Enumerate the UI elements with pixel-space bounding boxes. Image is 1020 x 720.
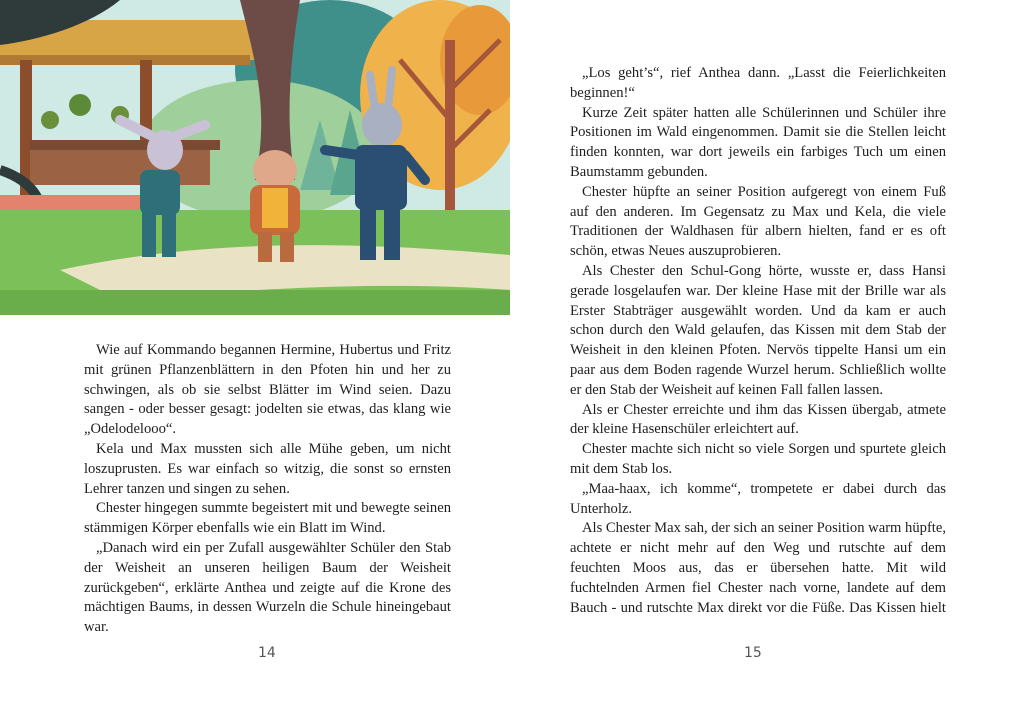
right-page-text [570, 64, 946, 618]
paragraph: Als er Chester erreichte und ihm das Kissen übergab, atmete der kleine Hasenschüler erleichtert auf. [570, 401, 946, 438]
paragraph: „Maa-haax, ich komme“, trompetete er dabei durch das Unterholz. [570, 480, 946, 517]
paragraph: „Los geht’s“, rief Anthea dann. „Lasst die Feierlichkeiten beginnen!“ [570, 65, 946, 101]
right-page [510, 0, 1020, 720]
paragraph: Chester hingegen summte begeistert mit und bewegte seinen stämmigen Körper ebenfalls wie ein Blatt im Wind. [84, 500, 451, 537]
paragraph: Chester machte sich nicht so viele Sorgen und spurtete gleich mit dem Stab los. [570, 441, 946, 477]
paragraph: „Danach wird ein per Zufall ausgewählter Schüler den Stab der Weisheit an unseren heiligen Baum der Weisheit zurückgeben“, erklärte Anthea und zeigte auf die Krone des mächtigen Baums, in dessen Wurzeln die Schule hineingebaut war. [84, 539, 451, 636]
paragraph: Als Chester Max sah, der sich an seiner Position warm hüpfte, achtete er nicht mehr auf den Weg und rutschte auf dem feuchten Moos aus, das er übersehen hatte. Mit wild fuchtelnden Armen fiel Chester nach vorne, landete auf dem Bauch - und rutschte Max direkt vor die Füße. Das Kissen hielt [570, 520, 946, 616]
illustration-forest-school [0, 0, 510, 315]
paragraph: Kurze Zeit später hatten alle Schülerinnen und Schüler ihre Positionen im Wald eingenommen. Damit sie die Stellen leicht finden konnten, war dort jeweils ein farbiges Tuch um einen Baumstamm gebunden. [570, 104, 946, 180]
page-number: 15 [744, 645, 762, 661]
paragraph: Wie auf Kommando begannen Hermine, Hubertus und Fritz mit grünen Pflanzenblättern in den Pfoten hin und her zu schwingen, als ob sie selbst Blätter im Wind seien. Dazu sangen - oder besser gesagt: jodelten sie etwas, das klang wie „Odelodelooo“. [84, 342, 451, 438]
page-number: 14 [258, 645, 276, 661]
paragraph: Kela und Max mussten sich alle Mühe geben, um nicht loszuprusten. Es war einfach so witzig, die sonst so ernsten Lehrer tanzen und singen zu sehen. [84, 440, 451, 497]
paragraph: Chester hüpfte an seiner Position aufgeregt von einem Fuß auf den anderen. Im Gegensatz zu Max und Kela, die viele Traditionen der Waldhasen für albern hielten, fand er es oft schön, etwas Neues auszuprobieren. [570, 183, 946, 260]
paragraph: Als Chester den Schul-Gong hörte, wusste er, dass Hansi gerade losgelaufen war. Der kleine Hase mit der Brille war als Erster Stabträger ausgewählt worden. Und da kam er auch schon durch den Wald gelaufen, das Kissen mit dem Stab der Weisheit in den kleinen Pfoten. Nervös tippelte Hansi um ein paar aus dem Boden ragende Wurzel herum. Schließlich wollte er den Stab der Weisheit auf keinen Fall fallen lassen. [570, 262, 946, 398]
left-page-text [84, 341, 451, 638]
illustration-svg [0, 0, 510, 315]
